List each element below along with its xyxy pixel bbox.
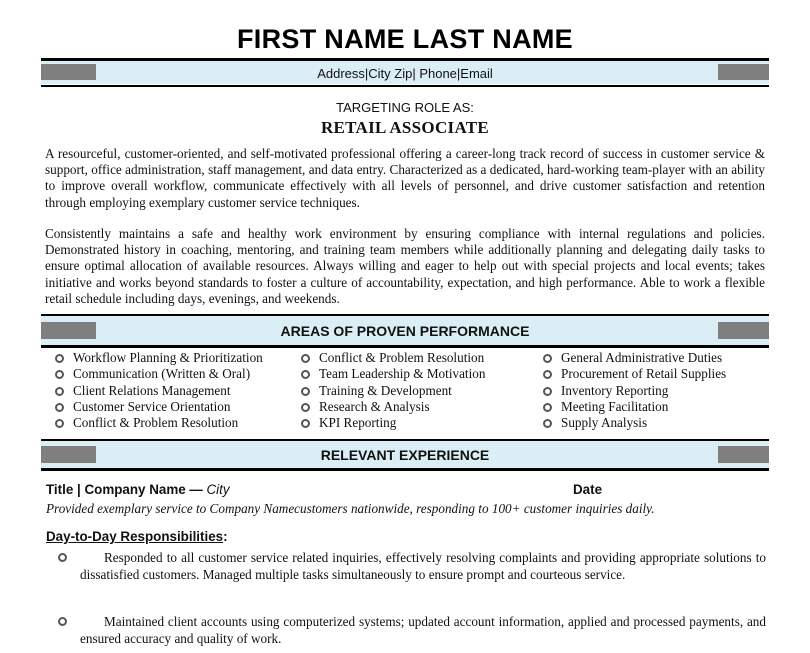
circle-bullet-icon xyxy=(55,403,64,412)
skills-column-1 xyxy=(49,350,263,431)
performance-rule-bottom xyxy=(41,345,769,348)
circle-bullet-icon xyxy=(543,419,552,428)
skill-item: Inventory Reporting xyxy=(537,383,726,399)
circle-bullet-icon xyxy=(301,370,310,379)
responsibilities-title: Day-to-Day Responsibilities xyxy=(46,529,224,544)
skill-item: Supply Analysis xyxy=(537,415,726,431)
experience-rule-bottom xyxy=(41,468,769,471)
job-title-company: Title | Company Name — xyxy=(46,482,207,497)
job-date: Date xyxy=(573,482,603,497)
circle-bullet-icon xyxy=(58,553,67,562)
skill-item: Customer Service Orientation xyxy=(49,399,263,415)
candidate-name: FIRST NAME LAST NAME xyxy=(237,24,573,54)
circle-bullet-icon xyxy=(543,370,552,379)
circle-bullet-icon xyxy=(55,387,64,396)
responsibility-item-1: Responded to all customer service related inquiries, effectively resolving complaints and providing appropriate solutions to dissatisfied customers. Managed multiple tasks simultaneously to ensure prompt and courteous service. xyxy=(80,550,766,582)
skills-column-3 xyxy=(537,350,726,431)
skill-item: Research & Analysis xyxy=(295,399,485,415)
experience-section-title: RELEVANT EXPERIENCE xyxy=(320,447,490,463)
skill-item: Communication (Written & Oral) xyxy=(49,366,263,382)
circle-bullet-icon xyxy=(55,370,64,379)
circle-bullet-icon xyxy=(55,419,64,428)
circle-bullet-icon xyxy=(301,387,310,396)
skill-item: General Administrative Duties xyxy=(537,350,726,366)
circle-bullet-icon xyxy=(543,387,552,396)
skills-column-2 xyxy=(295,350,485,431)
circle-bullet-icon xyxy=(301,403,310,412)
skill-item: Meeting Facilitation xyxy=(537,399,726,415)
summary-paragraph-1: A resourceful, customer-oriented, and self-motivated professional offering a career-long track record of success in customer service & support, office administration, staff management, and data entry. Characterized as a dedicated, hard-working team-player with an ability to improve overall workflow, communicate effectively with all levels of personnel, and drive customer satisfaction and retention through employing exemplary customer service techniques. xyxy=(45,146,765,210)
skill-item: KPI Reporting xyxy=(295,415,485,431)
contact-info: Address|City Zip| Phone|Email xyxy=(317,66,493,81)
responsibilities-colon: : xyxy=(223,529,228,544)
skill-item: Client Relations Management xyxy=(49,383,263,399)
job-city: City xyxy=(206,482,230,497)
circle-bullet-icon xyxy=(543,403,552,412)
skill-item: Training & Development xyxy=(295,383,485,399)
skill-item: Workflow Planning & Prioritization xyxy=(49,350,263,366)
header-rule-bottom xyxy=(41,85,769,87)
circle-bullet-icon xyxy=(301,419,310,428)
skill-item: Procurement of Retail Supplies xyxy=(537,366,726,382)
job-heading xyxy=(46,482,230,497)
job-description: Provided exemplary service to Company Namecustomers nationwide, responding to 100+ customer inquiries daily. xyxy=(46,501,655,516)
responsibility-item-2: Maintained client accounts using computerized systems; updated account information, applied and processed payments, and ensured accuracy and quality of work. xyxy=(80,614,766,646)
circle-bullet-icon xyxy=(543,354,552,363)
circle-bullet-icon xyxy=(55,354,64,363)
summary-paragraph-2: Consistently maintains a safe and healthy work environment by ensuring compliance with internal regulations and policies. Demonstrated history in coaching, mentoring, and training team members while additionally planning and delegating daily tasks to ensure optimal allocation of available resources. Always willing and eager to help out with special projects and local events; takes initiative and works beyond standards to foster a culture of accountability, expectation, and high performance. Able to work a flexible retail schedule including days, evenings, and weekends. xyxy=(45,226,765,306)
targeting-label: TARGETING ROLE AS: xyxy=(336,100,474,115)
responsibilities-heading xyxy=(46,528,228,546)
performance-section-title: AREAS OF PROVEN PERFORMANCE xyxy=(280,323,530,339)
target-role-title: RETAIL ASSOCIATE xyxy=(320,118,490,137)
skill-item: Conflict & Problem Resolution xyxy=(49,415,263,431)
circle-bullet-icon xyxy=(58,617,67,626)
skill-item: Team Leadership & Motivation xyxy=(295,366,485,382)
circle-bullet-icon xyxy=(301,354,310,363)
skill-item: Conflict & Problem Resolution xyxy=(295,350,485,366)
